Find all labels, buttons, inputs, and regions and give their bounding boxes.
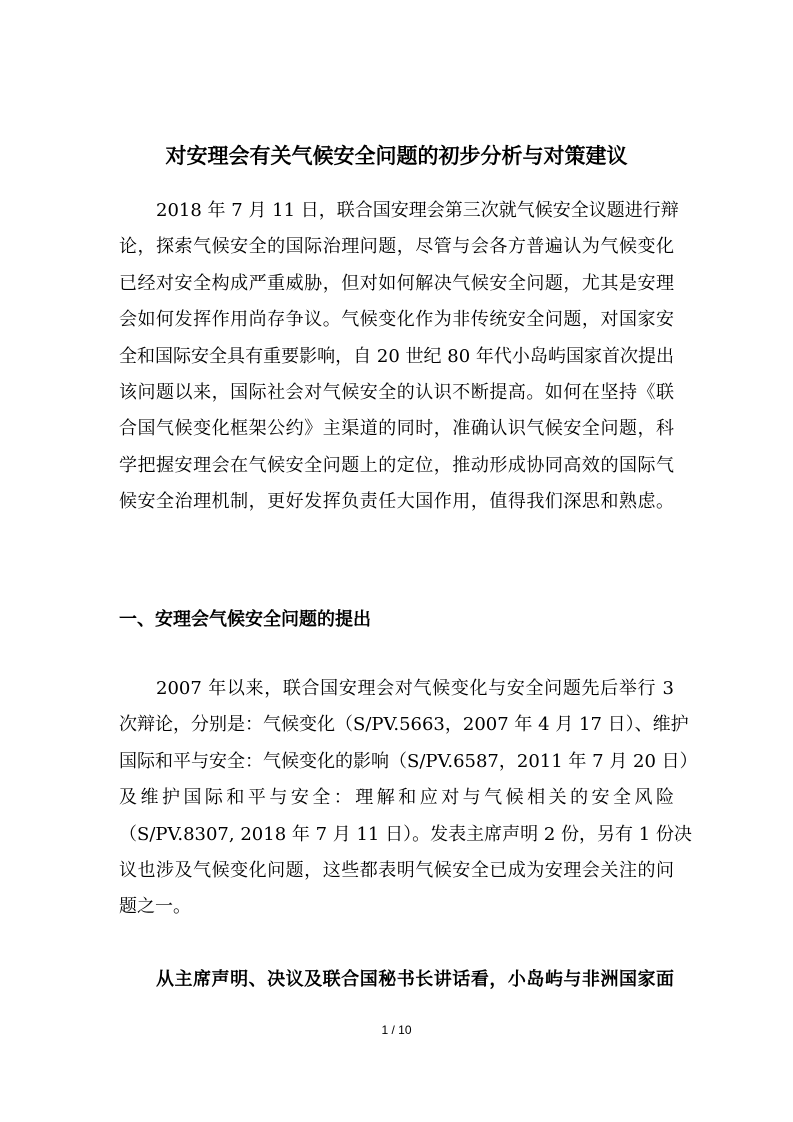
paragraph-line: 论，探索气候安全的国际治理问题，尽管与会各方普遍认为气候变化	[119, 236, 674, 258]
paragraph-line: 已经对安全构成严重威胁，但对如何解决气候安全问题，尤其是安理	[119, 272, 674, 294]
page-number: 1 / 10	[381, 1023, 412, 1037]
paragraph-line: 合国气候变化框架公约》主渠道的同时，准确认识气候安全问题，科	[119, 418, 674, 440]
paragraph-line: 次辩论，分别是：气候变化（S/PV.5663，2007 年 4 月 17 日）、维护	[119, 714, 689, 736]
section-heading: 一、安理会气候安全问题的提出	[119, 609, 371, 630]
document-title: 对安理会有关气候安全问题的初步分析与对策建议	[165, 144, 628, 168]
paragraph-line: 会如何发挥作用尚存争议。气候变化作为非传统安全问题，对国家安	[119, 309, 674, 331]
paragraph-line: 题之一。	[119, 896, 191, 918]
paragraph-line: 候安全治理机制，更好发挥负责任大国作用，值得我们深思和熟虑。	[119, 491, 674, 513]
paragraph-line: （S/PV.8307, 2018 年 7 月 11 日）。发表主席声明 2 份，另有 1 份决	[119, 823, 692, 845]
paragraph-line: 学把握安理会在气候安全问题上的定位，推动形成协同高效的国际气	[119, 454, 674, 476]
paragraph-line: 2018 年 7 月 11 日，联合国安理会第三次就气候安全议题进行辩	[156, 200, 679, 221]
intro-paragraph	[119, 193, 679, 521]
paragraph-line: 议也涉及气候变化问题，这些都表明气候安全已成为安理会关注的问	[119, 859, 674, 881]
paragraph-line: 该问题以来，国际社会对气候安全的认识不断提高。如何在坚持《联	[119, 381, 674, 403]
paragraph-line: 国际和平与安全：气候变化的影响（S/PV.6587，2011 年 7 月 20 日）	[119, 750, 698, 772]
paragraph-line: 2007 年以来，联合国安理会对气候变化与安全问题先后举行 3	[156, 678, 674, 699]
paragraph-line: 及维护国际和平与安全：理解和应对与气候相关的安全风险	[119, 787, 674, 809]
bold-paragraph-line: 从主席声明、决议及联合国秘书长讲话看，小岛屿与非洲国家面	[156, 969, 674, 990]
section1-paragraph	[119, 671, 698, 926]
paragraph-line: 全和国际安全具有重要影响，自 20 世纪 80 年代小岛屿国家首次提出	[119, 345, 674, 367]
